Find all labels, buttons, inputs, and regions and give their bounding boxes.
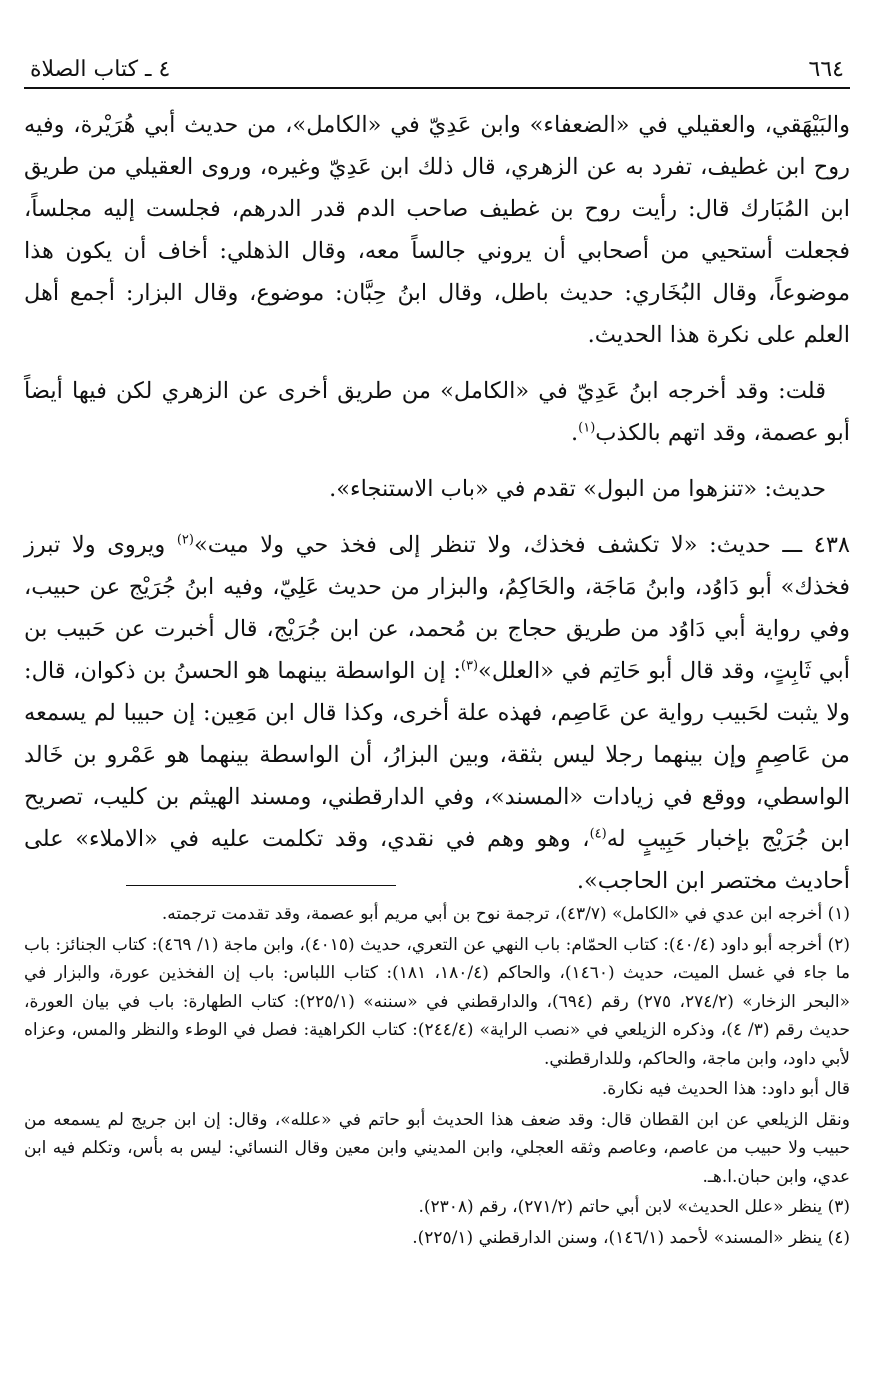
page-number: ٦٦٤ <box>808 57 844 82</box>
paragraph-1: والبَيْهَقي، والعقيلي في «الضعفاء» وابن عَدِيّ في «الكامل»، من حديث أبي هُرَيْرة، وفيه روح ابن غطيف، تفرد به عن الزهري، قال ذلك ابن عَدِيّ وغيره، وروى العقيلي من طريق ابن المُبَارك قال: رأيت روح بن غطيف صاحب الدم قدر الدرهم، فجلست إليه مجلساً، فجعلت أستحيي من أصحابي أن يروني جالساً معه، وقال الذهلي: أخاف أن يكون هذا موضوعاً، وقال البُخَاري: حديث باطل، وقال ابنُ حِبَّان: موضوع، وقال البزار: أجمع أهل العلم على نكرة هذا الحديث. <box>24 112 850 348</box>
chapter-title: ٤ ـ كتاب الصلاة <box>30 57 171 82</box>
hadith-438-part-a: ٤٣٨ ـــ حديث: «لا تكشف فخذك، ولا تنظر إلى فخذ حي ولا ميت» <box>193 532 850 558</box>
paragraph-3: حديث: «تنزهوا من البول» تقدم في «باب الاستنجاء». <box>329 476 826 502</box>
footnote-ref-4[interactable]: (٤) <box>589 826 607 842</box>
running-header <box>24 55 850 89</box>
hadith-438 <box>24 524 850 902</box>
hadith-438-part-c: : إن الواسطة بينهما هو الحسنُ بن ذكوان، قال: ولا يثبت لحَبيب رواية عن عَاصِم، فهذه علة أخرى، وكذا قال ابن مَعِين: إن حبيبا لم يسمعه من عَاصِمٍ وإن بينهما رجلا ليس بثقة، وبين البزارُ، أن الواسطة بينهما هو عَمْرو بن خَالد الواسطي، ووقع في زيادات «المسند»، وفي الدارقطني، ومسند الهيثم بن كليب، تصريح ابن جُرَيْج بإخبار حَبِيبٍ له <box>24 658 850 852</box>
footnote-ref-2[interactable]: (٢) <box>176 532 194 548</box>
footnote-2-note-b: ونقل الزيلعي عن ابن القطان قال: وقد ضعف هذا الحديث أبو حاتم في «علله»، وقال: إن ابن جريج لم يسمعه من حبيب ولا حبيب من عاصم، وعاصم وثقه العجلي، وابن المديني وابن معين وقال النسائي: ليس به بأس، وتكلم فيه ابن عدي، وابن حبان.ا.هـ. <box>24 1109 850 1187</box>
paragraph-2-text: قلت: وقد أخرجه ابنُ عَدِيّ في «الكامل» من طريق أخرى عن الزهري لكن فيها أيضاً أبو عصمة، وقد اتهم بالكذب <box>24 378 850 446</box>
footnote-4: (٤) ينظر «المسند» لأحمد (١٤٦/١)، وسنن الدارقطني (٢٢٥/١). <box>412 1227 850 1248</box>
hadith-438-part-d: ، وهو وهم في نقدي، وقد تكلمت عليه في «الاملاء» على أحاديث مختصر ابن الحاجب». <box>24 826 850 894</box>
main-text <box>24 104 850 902</box>
footnote-3: (٣) ينظر «علل الحديث» لابن أبي حاتم (٢٧١/٢)، رقم (٢٣٠٨). <box>418 1197 850 1217</box>
footnotes <box>24 900 850 1252</box>
hadith-438-part-b: ويروى ولا تبرز فخذك» أبو دَاوُد، وابنُ مَاجَة، والحَاكِمُ، والبزار من حديث عَلِيّ، وفيه ابنُ جُرَيْج عن حبيب، وفي رواية أبي دَاوُد من طريق حجاج بن مُحمد، عن ابن جُرَيْج، قال أخبرت عن حَبيب بن أبي ثَابِتٍ، وقد قال أبو حَاتِم في «العلل» <box>24 532 850 684</box>
footnote-2-note-a: قال أبو داود: هذا الحديث فيه نكارة. <box>601 1079 850 1099</box>
footnote-ref-1[interactable]: (١) <box>578 420 596 436</box>
paragraph-2 <box>24 370 850 454</box>
footnote-1: (١) أخرجه ابن عدي في «الكامل» (٤٣/٧)، ترجمة نوح بن أبي مريم أبو عصمة، وقد تقدمت ترجمته. <box>161 904 850 924</box>
paragraph-2-end: . <box>571 420 579 446</box>
footnote-ref-3[interactable]: (٣) <box>460 658 479 674</box>
footnote-2: (٢) أخرجه أبو داود (٤٠/٤): كتاب الحمّام: باب النهي عن التعري، حديث (٤٠١٥)، وابن ماجة (١/ ٤٦٩): كتاب الجنائز: باب ما جاء في غسل الميت، حديث (١٤٦٠)، والحاكم (١٨٠/٤، ١٨١): كتاب اللباس: باب إن الفخذين عورة، والبزار في «البحر الزخار» (٢٧٤/٢، ٢٧٥) رقم (٦٩٤)، والدارقطني في «سننه» (٢٢٥/١): كتاب الطهارة: باب في بيان العورة، حديث رقم (٣/ ٤)، وذكره الزيلعي في «نصب الراية» (٢٤٤/٤): كتاب الكراهية: فصل في الوطء والنظر والمس، وعزاه لأبي داود، وابن ماجة، والحاكم، وللدارقطني. <box>24 934 851 1069</box>
footnote-separator <box>126 885 396 886</box>
